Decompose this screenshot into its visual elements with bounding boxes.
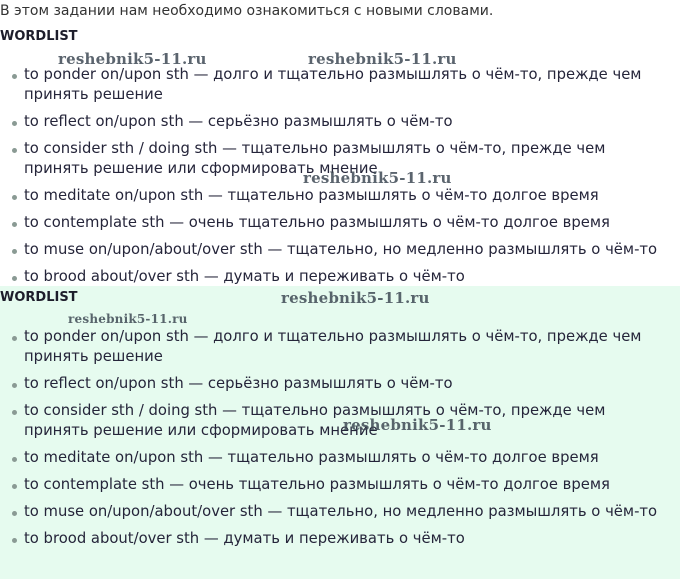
wordlist-heading: WORDLIST bbox=[0, 290, 78, 305]
list-item bbox=[0, 240, 680, 260]
bullet-icon bbox=[12, 511, 17, 516]
list-item-text: to brood about/over sth — думать и переживать о чём-то bbox=[24, 268, 465, 285]
wordlist-heading: WORDLIST bbox=[0, 29, 78, 44]
watermark: reshebnik5-11.ru bbox=[308, 50, 457, 68]
bullet-icon bbox=[12, 148, 17, 153]
list-item-text: to ponder on/upon sth — долго и тщательно размышлять о чём-то, прежде чем принять решение bbox=[24, 66, 642, 103]
list-item bbox=[0, 529, 680, 549]
list-item bbox=[0, 401, 680, 441]
list-item-text: to muse on/upon/about/over sth — тщательно, но медленно размышлять о чём-то bbox=[24, 241, 658, 258]
list-item-text: to consider sth / doing sth — тщательно размышлять о чём-то, прежде чем принять решение или сформировать мнение bbox=[24, 140, 606, 177]
bullet-icon bbox=[12, 410, 17, 415]
watermark: reshebnik5-11.ru bbox=[58, 50, 207, 68]
list-item bbox=[0, 502, 680, 522]
list-item-text: to ponder on/upon sth — долго и тщательно размышлять о чём-то, прежде чем принять решение bbox=[24, 328, 642, 365]
bullet-icon bbox=[12, 249, 17, 254]
watermark: reshebnik5-11.ru bbox=[343, 416, 492, 434]
list-item-text: to reflect on/upon sth — серьёзно размышлять о чём-то bbox=[24, 113, 453, 130]
bullet-icon bbox=[12, 383, 17, 388]
list-item bbox=[0, 186, 680, 206]
watermark: reshebnik5-11.ru bbox=[68, 312, 188, 326]
bullet-icon bbox=[12, 484, 17, 489]
list-item-text: to brood about/over sth — думать и переживать о чём-то bbox=[24, 530, 465, 547]
list-item-text: to reflect on/upon sth — серьёзно размышлять о чём-то bbox=[24, 375, 453, 392]
list-item-text: to consider sth / doing sth — тщательно размышлять о чём-то, прежде чем принять решение или сформировать мнение bbox=[24, 402, 606, 439]
list-item bbox=[0, 327, 680, 367]
list-item bbox=[0, 475, 680, 495]
bullet-icon bbox=[12, 457, 17, 462]
wordlist bbox=[0, 327, 680, 556]
bullet-icon bbox=[12, 276, 17, 281]
bullet-icon bbox=[12, 195, 17, 200]
bullet-icon bbox=[12, 222, 17, 227]
list-item-text: to meditate on/upon sth — тщательно размышлять о чём-то долгое время bbox=[24, 449, 599, 466]
list-item bbox=[0, 112, 680, 132]
bullet-icon bbox=[12, 538, 17, 543]
bullet-icon bbox=[12, 74, 17, 79]
list-item-text: to muse on/upon/about/over sth — тщательно, но медленно размышлять о чём-то bbox=[24, 503, 658, 520]
list-item-text: to contemplate sth — очень тщательно размышлять о чём-то долгое время bbox=[24, 476, 610, 493]
list-item bbox=[0, 374, 680, 394]
list-item bbox=[0, 213, 680, 233]
list-item bbox=[0, 65, 680, 105]
intro-text: В этом задании нам необходимо ознакомиться с новыми словами. bbox=[0, 3, 494, 19]
bullet-icon bbox=[12, 121, 17, 126]
list-item bbox=[0, 267, 680, 287]
bullet-icon bbox=[12, 336, 17, 341]
list-item-text: to contemplate sth — очень тщательно размышлять о чём-то долгое время bbox=[24, 214, 610, 231]
list-item bbox=[0, 448, 680, 468]
watermark: reshebnik5-11.ru bbox=[281, 289, 430, 307]
list-item-text: to meditate on/upon sth — тщательно размышлять о чём-то долгое время bbox=[24, 187, 599, 204]
watermark: reshebnik5-11.ru bbox=[303, 169, 452, 187]
wordlist-section-2 bbox=[0, 286, 680, 579]
